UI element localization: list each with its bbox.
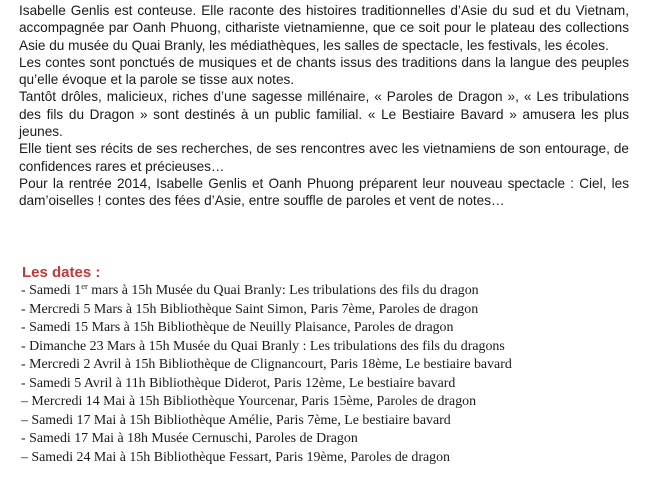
date-item: - Dimanche 23 Mars à 15h Musée du Quai Branly : Les tribulations des fils du dragons xyxy=(21,338,505,354)
dates-heading: Les dates : xyxy=(22,264,101,281)
date-item-prefix: - Samedi 1 xyxy=(21,283,82,298)
dates-list xyxy=(21,282,512,467)
date-item-ordinal: er xyxy=(81,281,88,291)
intro-paragraph-4: Elle tient ses récits de ses recherches, de ses rencontres avec les vietnamiens de son entourage, de confidences rares et précieuses… xyxy=(19,141,629,174)
intro-paragraph-5: Pour la rentrée 2014, Isabelle Genlis et Oanh Phuong préparent leur nouveau spectacle : Ciel, les dam’oiselles ! contes des fées d’Asie, entre souffle de paroles et vent de notes… xyxy=(19,175,629,209)
date-item: - Samedi 15 Mars à 15h Bibliothèque de Neuilly Plaisance, Paroles de dragon xyxy=(21,320,454,335)
date-item: - Mercredi 5 Mars à 15h Bibliothèque Saint Simon, Paris 7ème, Paroles de dragon xyxy=(21,301,479,317)
date-item: – Samedi 24 Mai à 15h Bibliothèque Fessart, Paris 19ème, Paroles de dragon xyxy=(21,449,450,465)
date-item xyxy=(21,282,512,301)
date-item: – Mercredi 14 Mai à 15h Bibliothèque Yourcenar, Paris 15ème, Paroles de dragon xyxy=(21,394,477,409)
intro-text xyxy=(19,2,629,210)
date-item: – Samedi 17 Mai à 15h Bibliothèque Amélie, Paris 7ème, Le bestiaire bavard xyxy=(21,412,451,428)
date-item: - Samedi 5 Avril à 11h Bibliothèque Diderot, Paris 12ème, Le bestiaire bavard xyxy=(21,375,456,391)
date-item: - Mercredi 2 Avril à 15h Bibliothèque de Clignancourt, Paris 18ème, Le bestiaire bavard xyxy=(21,357,512,372)
intro-paragraph-1: Isabelle Genlis est conteuse. Elle raconte des histoires traditionnelles d’Asie du sud et du Vietnam, accompagnée par Oanh Phuong, cithariste vietnamienne, que ce soit pour le plateau des collections Asie du musée du Quai Branly, les médiathèques, les salles de spectacle, les festivals, les écoles. xyxy=(19,3,629,53)
date-item: - Samedi 17 Mai à 18h Musée Cernuschi, Paroles de Dragon xyxy=(21,431,358,446)
date-item-rest: mars à 15h Musée du Quai Branly: Les tribulations des fils du dragon xyxy=(87,283,479,298)
intro-paragraph-3: Tantôt drôles, malicieux, riches d’une sagesse millénaire, « Paroles de Dragon », « Les tribulations des fils du Dragon » sont destinés à un public familial. « Le Bestiaire Bavard » amusera les plus jeunes. xyxy=(19,89,629,140)
intro-paragraph-2: Les contes sont ponctués de musiques et de chants issus des traditions dans la langue des peuples qu’elle évoque et la parole se tisse aux notes. xyxy=(19,54,629,88)
